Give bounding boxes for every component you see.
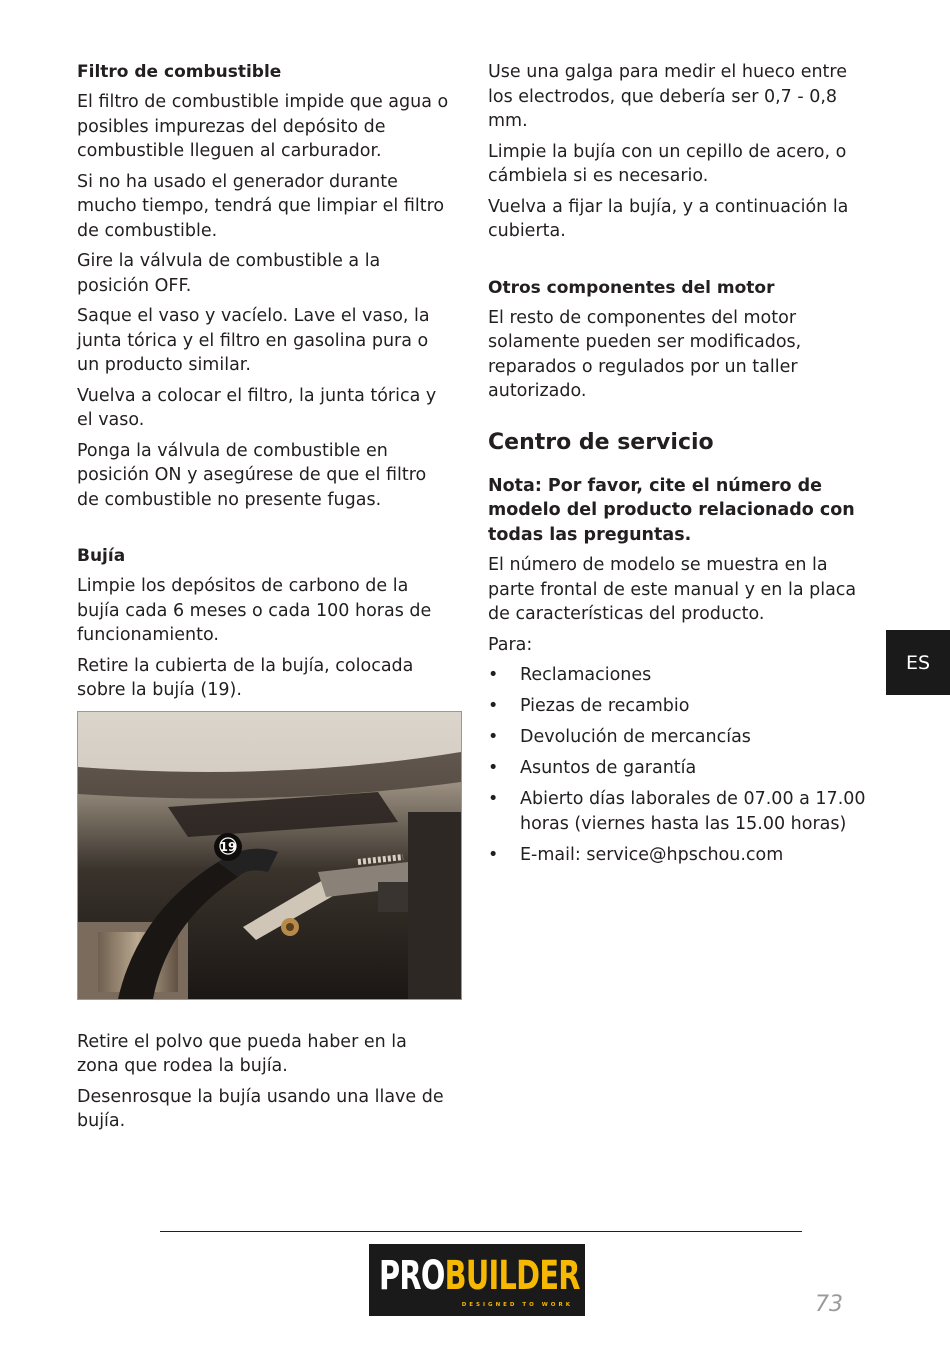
logo-builder-text: BUILDER [444,1253,580,1299]
language-tab: ES [886,630,950,695]
fuel-filter-paragraph: Saque el vaso y vacíelo. Lave el vaso, la junta tórica y el filtro en gasolina pura o un producto similar. [77,306,430,375]
fuel-filter-paragraph: Ponga la válvula de combustible en posición ON y asegúrese de que el filtro de combustible no presente fugas. [77,440,427,510]
spark-plug-cont-paragraph: Use una galga para medir el hueco entre los electrodos, que debería ser 0,7 - 0,8 mm. [488,62,847,131]
fuel-filter-paragraph: El filtro de combustible impide que agua o posibles impurezas del depósito de combustible lleguen al carburador. [77,92,449,161]
callout-19: 19 [219,839,237,854]
service-list [488,663,868,867]
spark-plug-cont-paragraph: Limpie la bujía con un cepillo de acero, o cámbiela si es necesario. [488,141,847,186]
bullet: • [488,696,499,716]
bullet: • [488,758,499,778]
fuel-filter-paragraph: Si no ha usado el generador durante mucho tiempo, tendrá que limpiar el filtro de combustible. [77,171,445,241]
bullet: • [488,665,499,685]
probuilder-logo [369,1244,585,1316]
logo-pro-text: PRO [379,1253,445,1299]
spark-plug-photo [77,711,462,1000]
fuel-filter-heading: Filtro de combustible [77,62,282,82]
footer-divider [160,1231,802,1232]
list-item: • Piezas de recambio [488,694,868,719]
page-number: 73 [815,1292,843,1317]
other-components-text: El resto de componentes del motor solamente pueden ser modificados, reparados o regulados por un taller autorizado. [488,307,802,401]
service-text: El número de modelo se muestra en la parte frontal de este manual y en la placa de características del producto. [488,555,857,624]
spark-plug-paragraph: Limpie los depósitos de carbono de la bujía cada 6 meses o cada 100 horas de funcionamiento. [77,576,432,645]
list-item: • Reclamaciones [488,663,868,688]
spark-plug-paragraph: Retire el polvo que pueda haber en la zona que rodea la bujía. [77,1031,407,1076]
bullet: • [488,844,499,865]
list-item [488,843,868,868]
bullet: • [488,789,499,809]
service-heading: Centro de servicio [488,429,714,455]
spark-plug-heading: Bujía [77,546,126,566]
list-item: • Abierto días laborales de 07.00 a 17.00 horas (viernes hasta las 15.00 horas) [488,789,866,834]
email-link[interactable]: E-mail: service@hpschou.com [520,844,784,865]
list-item: • Asuntos de garantía [488,756,868,781]
other-components-heading: Otros componentes del motor [488,277,775,298]
list-item: • Devolución de mercancías [488,725,868,750]
spark-plug-cont-paragraph: Vuelva a fijar la bujía, y a continuación la cubierta. [488,196,849,241]
spark-plug-paragraph: Desenrosque la bujía usando una llave de bujía. [77,1086,444,1131]
left-column [77,60,452,1140]
right-column [488,60,868,874]
service-note: Nota: Por favor, cite el número de modelo del producto relacionado con todas las preguntas. [488,475,855,545]
logo-tagline: DESIGNED TO WORK [461,1302,573,1308]
bullet: • [488,727,499,747]
fuel-filter-paragraph: Vuelva a colocar el filtro, la junta tórica y el vaso. [77,385,437,430]
spark-plug-paragraph: Retire la cubierta de la bujía, colocada sobre la bujía (19). [77,655,414,700]
fuel-filter-paragraph: Gire la válvula de combustible a la posición OFF. [77,251,381,296]
service-para-label: Para: [488,634,533,655]
